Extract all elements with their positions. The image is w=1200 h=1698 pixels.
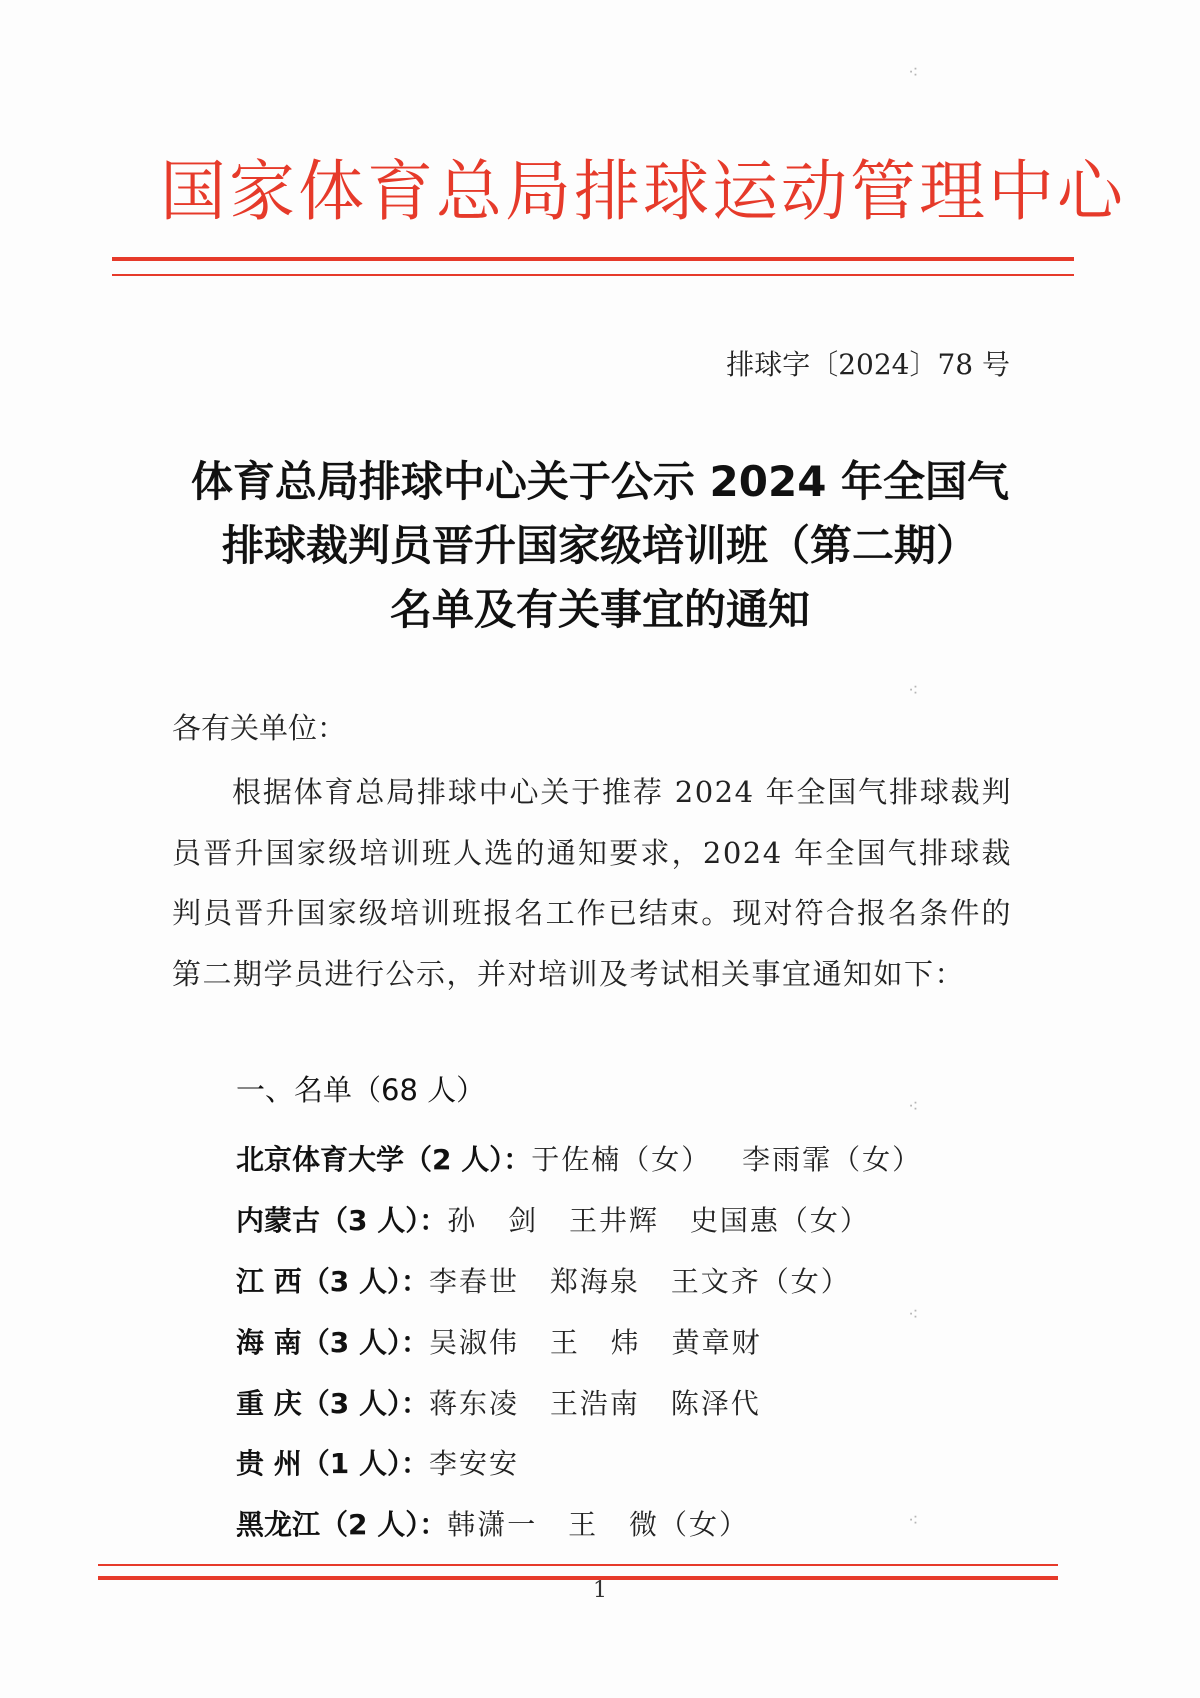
roster-row: [236, 1432, 1036, 1493]
title-line-1: 体育总局排球中心关于公示 2024 年全国气: [190, 457, 1010, 506]
document-number: 排球字〔2024〕78 号: [726, 348, 1010, 381]
section-heading-roster: 一、名单（68 人）: [236, 1073, 486, 1107]
footer-rule-thin: [98, 1564, 1058, 1566]
roster-row: [236, 1371, 1036, 1432]
roster-names: 于佐楠（女） 李雨霏（女）: [531, 1143, 923, 1177]
roster-list: [236, 1128, 1036, 1554]
letterhead-rule-thin: [112, 274, 1074, 276]
roster-names: 李春世 郑海泉 王文齐（女）: [428, 1264, 851, 1298]
roster-unit: 黑龙江（2 人）：: [236, 1508, 448, 1542]
page-number: 1: [593, 1578, 607, 1603]
scan-speck: ⁖: [908, 1304, 919, 1325]
scan-speck: ⁖: [908, 62, 919, 83]
salutation: 各有关单位：: [172, 711, 347, 745]
roster-row: [236, 1189, 1036, 1250]
title-line-3: 名单及有关事宜的通知: [389, 585, 810, 634]
roster-names: 吴淑伟 王 炜 黄章财: [428, 1325, 762, 1359]
roster-unit: 北京体育大学（2 人）：: [236, 1143, 532, 1177]
title-line-2: 排球裁判员晋升国家级培训班（第二期）: [221, 521, 978, 570]
roster-unit: 内蒙古（3 人）：: [236, 1204, 448, 1238]
agency-letterhead: 国家体育总局排球运动管理中心: [160, 153, 1126, 230]
roster-names: 李安安: [428, 1447, 519, 1481]
scan-speck: ⁖: [908, 1510, 919, 1531]
roster-row: [236, 1250, 1036, 1311]
document-title: [100, 450, 1100, 642]
roster-names: 韩潇一 王 微（女）: [447, 1508, 750, 1542]
roster-row: [236, 1128, 1036, 1189]
roster-names: 孙 剑 王井辉 史国惠（女）: [447, 1204, 870, 1238]
body-paragraph: 根据体育总局排球中心关于推荐 2024 年全国气排球裁判员晋升国家级培训班人选的通知要求，2024 年全国气排球裁判员晋升国家级培训班报名工作已结束。现对符合报名条件的第二期学员进行公示，并对培训及考试相关事宜通知如下：: [172, 775, 1012, 991]
roster-unit: 贵 州（1 人）：: [236, 1447, 429, 1481]
scan-speck: ⁖: [908, 1096, 919, 1117]
roster-unit: 海 南（3 人）：: [236, 1325, 429, 1359]
roster-unit: 江 西（3 人）：: [236, 1264, 429, 1298]
roster-unit: 重 庆（3 人）：: [236, 1386, 429, 1420]
scan-speck: ⁖: [908, 680, 919, 701]
letterhead-rule-thick: [112, 257, 1074, 261]
roster-names: 蒋东凌 王浩南 陈泽代: [428, 1386, 761, 1420]
